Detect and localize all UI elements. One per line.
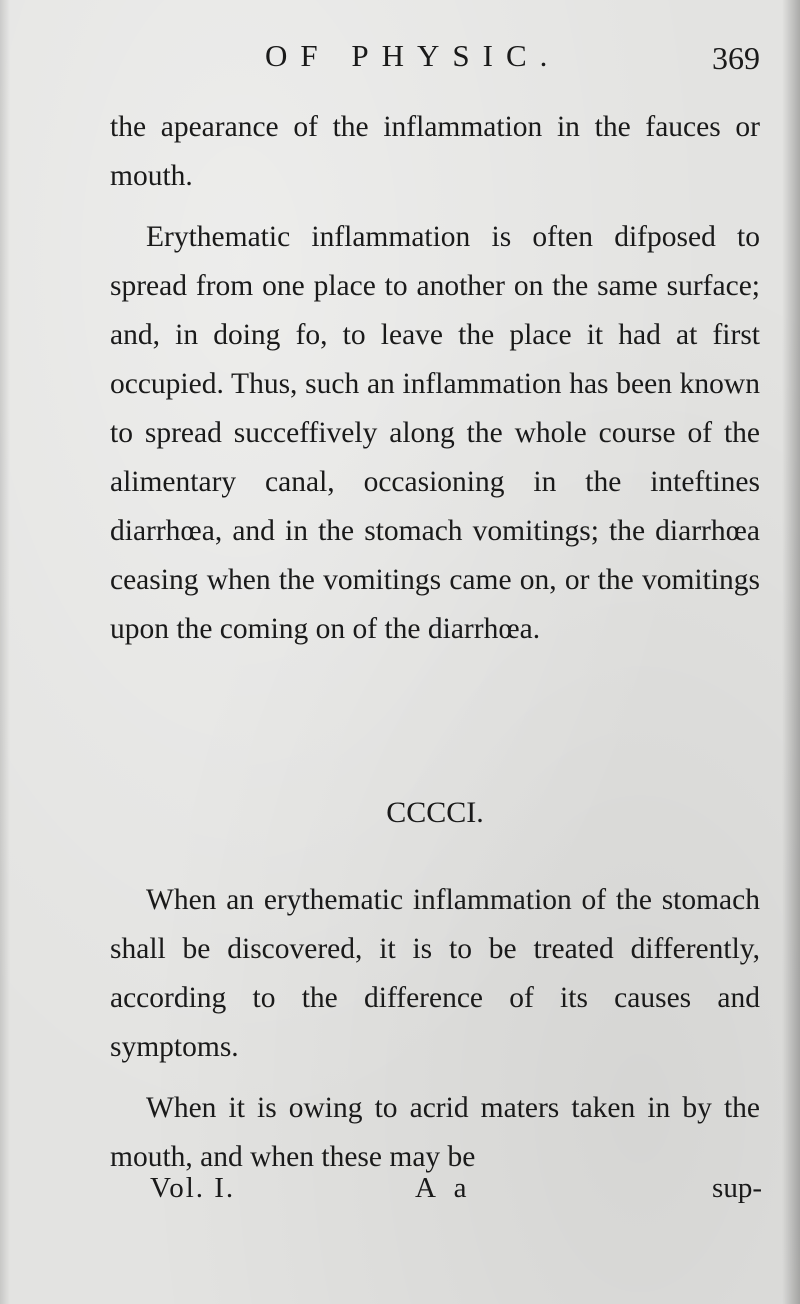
body-text-section — [110, 876, 760, 1182]
running-title: OF PHYSIC. — [265, 38, 561, 73]
paragraph-acrid-matters: When it is owing to acrid maters taken in by the mouth, and when these may be — [110, 1092, 760, 1173]
page-edge-shadow — [782, 0, 800, 1304]
paragraph-stomach-inflammation: When an erythematic inflammation of the stomach shall be discovered, it is to be treated differently, according to the difference of its causes and symptoms. — [110, 884, 760, 1063]
body-text — [110, 103, 760, 654]
signature-mark: A a — [415, 1172, 473, 1204]
catchword: sup- — [712, 1172, 762, 1204]
paragraph-continuation: the apearance of the inflammation in the fauces or mouth. — [110, 111, 760, 192]
page-number: 369 — [712, 40, 760, 76]
page-footer — [150, 1172, 762, 1216]
paragraph-erythematic-spread: Erythematic inflammation is often difposed to spread from one place to another on the same surface; and, in doing fo, to leave the place it had at first occupied. Thus, such an inflammation has been known to spread succeffively along the whole course of the alimentary canal, occasioning in the inteftines diarrhœa, and in the stomach vomitings; the diarrhœa ceasing when the vomitings came on, or the vomitings upon the coming on of the diarrhœa. — [110, 221, 760, 645]
volume-mark: Vol. I. — [150, 1172, 236, 1204]
running-head — [110, 36, 760, 86]
page-gutter-shadow — [0, 0, 10, 1304]
section-number: CCCCI. — [386, 796, 484, 829]
